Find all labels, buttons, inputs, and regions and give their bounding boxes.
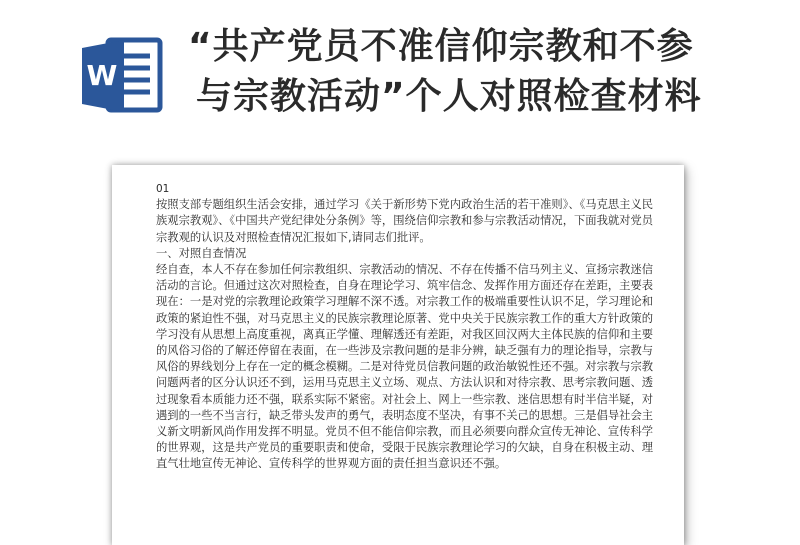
title-line-1: “共产党员不准信仰宗教和不参 [188,26,694,67]
document-heading: 一、对照自查情况 [156,246,247,260]
title-line-2: 与宗教活动”个人对照检查材料 [196,76,702,117]
page-title [188,22,788,122]
document-paragraph-intro: 按照支部专题组织生活会安排，通过学习《关于新形势下党内政治生活的若干准则》、《马克思主义民族观宗教观》、《中国共产党纪律处分条例》等，围绕信仰宗教和参与宗教活动情况，下面我就对党员宗教观的认识及对照检查情况汇报如下,请同志们批评。 [156,198,654,244]
document-section-number: 01 [156,183,170,195]
document-paragraph-body: 经自查，本人不存在参加任何宗教组织、宗教活动的情况、不存在传播不信马列主义、宣扬宗教迷信活动的言论。但通过这次对照检查，自身在理论学习、筑牢信念、发挥作用方面还存在差距，主要表现在：一是对党的宗教理论政策学习理解不深不透。对宗教工作的极端重要性认识不足，学习理论和政策的紧迫性不强，对马克思主义的民族宗教理论原著、党中央关于民族宗教工作的重大方针政策的学习没有从思想上高度重视，离真正学懂、理解透还有差距，对我区回汉两大主体民族的信仰和主要的风俗习俗的了解还停留在表面，在一些涉及宗教问题的是非分辨，缺乏强有力的理论指导，宗教与风俗的界线划分上存在一定的概念模糊。二是对待党员信教问题的政治敏锐性还不强。对宗教与宗教问题两者的区分认识还不到，运用马克思主义立场、观点、方法认识和对待宗教、思考宗教问题、透过现象看本质能力还不强，联系实际不紧密。对社会上、网上一些宗教、迷信思想有时半信半疑，对遇到的一些不当言行，缺乏带头发声的勇气，表明态度不坚决，有事不关己的思想。三是倡导社会主义新文明新风尚作用发挥不明显。党员不但不能信仰宗教，而且必须要向群众宣传无神论、宣传科学的世界观，这是共产党员的重要职责和使命，受限于民族宗教理论学习的欠缺，自身在积极主动、理直气壮地宣传无神论、宣传科学的世界观方面的责任担当意识还不强。 [156,263,654,471]
word-letter: W [86,59,118,92]
document-preview-page [112,165,684,545]
header [0,0,800,150]
word-document-icon [78,32,164,118]
document-body [156,181,656,473]
